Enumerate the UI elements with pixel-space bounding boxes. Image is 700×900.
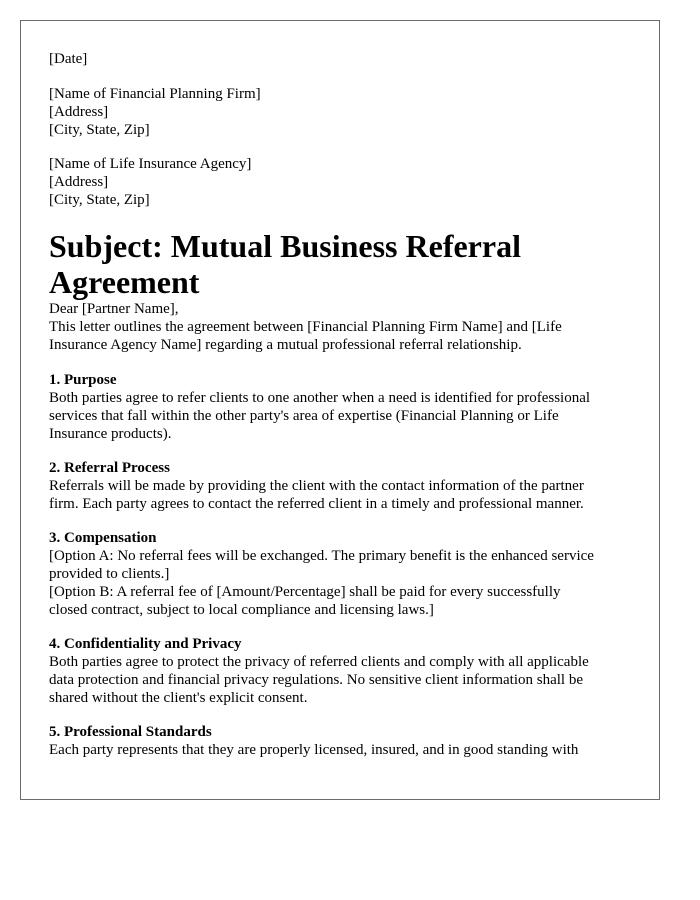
section-line: [Option A: No referral fees will be exchanged. The primary benefit is the enhanced service bbox=[49, 548, 594, 564]
recipient-address-block bbox=[49, 155, 639, 209]
sender-name: [Name of Financial Planning Firm] bbox=[49, 86, 261, 102]
section-line: Each party represents that they are properly licensed, insured, and in good standing with bbox=[49, 742, 579, 758]
section-compensation bbox=[49, 529, 639, 619]
sender-city: [City, State, Zip] bbox=[49, 122, 150, 138]
section-line: Referrals will be made by providing the client with the contact information of the partner bbox=[49, 478, 584, 494]
section-line: Both parties agree to protect the privacy of referred clients and comply with all applicable bbox=[49, 654, 589, 670]
section-line: services that fall within the other party's area of expertise (Financial Planning or Life bbox=[49, 408, 559, 424]
date-block bbox=[49, 50, 639, 68]
section-referral-process bbox=[49, 459, 639, 513]
section-line: data protection and financial privacy regulations. No sensitive client information shall be bbox=[49, 672, 584, 688]
intro-paragraph bbox=[49, 318, 639, 354]
section-line: Both parties agree to refer clients to one another when a need is identified for professional bbox=[49, 390, 591, 406]
greeting-text: Dear [Partner Name], bbox=[49, 301, 179, 317]
sender-address-block bbox=[49, 85, 639, 139]
letter-body bbox=[49, 50, 639, 759]
recipient-city: [City, State, Zip] bbox=[49, 192, 150, 208]
letter-date: [Date] bbox=[49, 51, 88, 67]
section-line: firm. Each party agrees to contact the referred client in a timely and professional manner. bbox=[49, 496, 584, 512]
section-line: shared without the client's explicit consent. bbox=[49, 690, 308, 706]
subject-heading bbox=[49, 228, 639, 300]
section-confidentiality bbox=[49, 635, 639, 707]
intro-line: Insurance Agency Name] regarding a mutual professional referral relationship. bbox=[49, 337, 522, 353]
section-line: Insurance products). bbox=[49, 426, 172, 442]
section-heading: 2. Referral Process bbox=[49, 460, 170, 476]
greeting bbox=[49, 300, 639, 318]
section-purpose bbox=[49, 371, 639, 443]
section-line: closed contract, subject to local compliance and licensing laws.] bbox=[49, 602, 434, 618]
section-heading: 4. Confidentiality and Privacy bbox=[49, 636, 242, 652]
recipient-address: [Address] bbox=[49, 174, 109, 190]
section-heading: 5. Professional Standards bbox=[49, 724, 212, 740]
subject-line-1: Subject: Mutual Business Referral bbox=[49, 228, 521, 264]
letter-page bbox=[20, 20, 660, 800]
section-heading: 1. Purpose bbox=[49, 372, 117, 388]
section-professional-standards bbox=[49, 723, 639, 759]
section-line: [Option B: A referral fee of [Amount/Percentage] shall be paid for every successfully bbox=[49, 584, 561, 600]
section-line: provided to clients.] bbox=[49, 566, 170, 582]
section-heading: 3. Compensation bbox=[49, 530, 157, 546]
recipient-name: [Name of Life Insurance Agency] bbox=[49, 156, 252, 172]
subject-line-2: Agreement bbox=[49, 264, 200, 300]
intro-line: This letter outlines the agreement between [Financial Planning Firm Name] and [Life bbox=[49, 319, 562, 335]
sender-address: [Address] bbox=[49, 104, 109, 120]
